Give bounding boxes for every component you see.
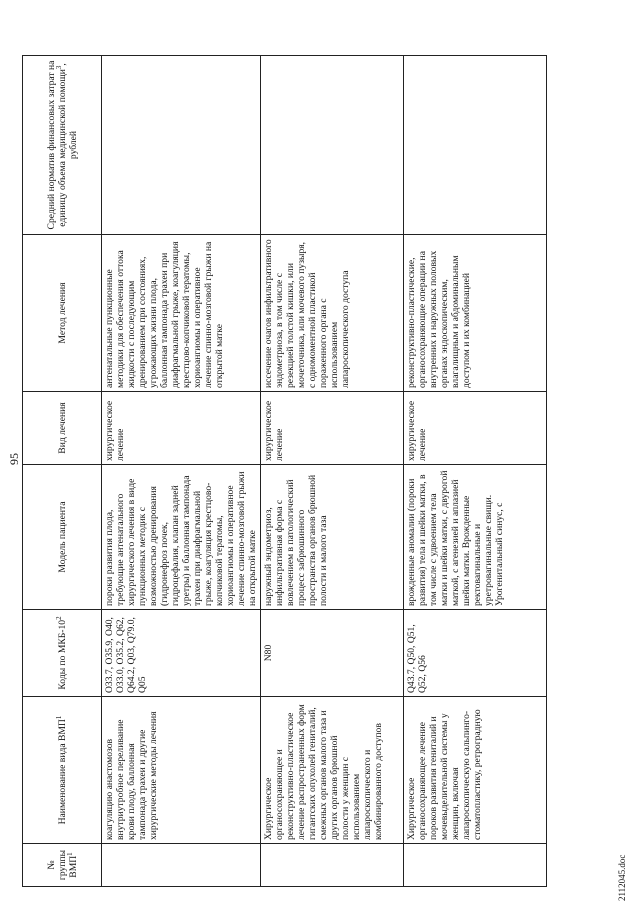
table-row bbox=[261, 56, 404, 887]
cell-method: антенатальные пункционные методики для обеспечения оттока жидкости с последующим дренированием при состояниях, угрожающих жизни плода, баллонная тампонада трахеи при диафрагмальной грыже, коагуляция крестцово-копчиковой тератомы, хориоангиомы и оперативное лечение спинно-мозговой грыжи на открытой матке bbox=[102, 235, 261, 392]
cell-model: наружный эндометриоз, инфильтративная форма с вовлечением в патологический процесс забрюшинного пространства органов брюшной полости и малого таза bbox=[261, 465, 404, 610]
cell-type: хирургическое лечение bbox=[102, 392, 261, 465]
header-model: Модель пациента bbox=[23, 465, 102, 610]
cell-model: врожденные аномалии (пороки развития) тела и шейки матки, в том числе с удвоением тела матки и шейки матки, с двурогой маткой, с агенезией и аплазией шейки матки. Врожденные ректовагинальные и уретровагинальные свищи. Урогенитальный синус, с bbox=[404, 465, 547, 610]
cell-type: хирургическое лечение bbox=[261, 392, 404, 465]
cell-type: хирургическое лечение bbox=[404, 392, 547, 465]
cell-cost bbox=[404, 56, 547, 235]
table-row bbox=[404, 56, 547, 887]
cell-model: пороки развития плода, требующие антенатального хирургического лечения в виде пункционных методик с возможностью дренирования (гидронефроз почек, гидроцефалия, клапан задней уретры) и баллонная тампонада трахеи при диафрагмальной грыже, коагуляция крестцово-копчиковой тератомы, хориоангиомы и оперативное лечение спинно-мозговой грыжи на открытой матке bbox=[102, 465, 261, 610]
header-method: Метод лечения bbox=[23, 235, 102, 392]
cell-cost bbox=[261, 56, 404, 235]
vmp-table bbox=[22, 55, 547, 887]
header-codes: Коды по МКБ-$10^2$ bbox=[23, 610, 102, 697]
cell-name: Хирургическое органосохраняющее лечение пороков развития гениталий и мочевыделительной системы у женщин, включая лапароскопическую сальпинго-стоматопластику, ретроградную bbox=[404, 697, 547, 844]
header-type: Вид лечения bbox=[23, 392, 102, 465]
page-number: 95 bbox=[7, 453, 21, 465]
document-filename: 2112045.doc bbox=[617, 854, 627, 901]
cell-num bbox=[261, 844, 404, 887]
cell-codes: O33.7, O35.9, O40, O33.0, O35.2, Q62, Q64.2, Q03, Q79.0, Q05 bbox=[102, 610, 261, 697]
cell-codes: N80 bbox=[261, 610, 404, 697]
table-row bbox=[102, 56, 261, 887]
cell-num bbox=[404, 844, 547, 887]
header-name: Наименование вида ВМП$^1$ bbox=[23, 697, 102, 844]
cell-cost bbox=[102, 56, 261, 235]
cell-num bbox=[102, 844, 261, 887]
cell-method: иссечение очагов инфильтративного эндометриоза, в том числе с резекцией толстой кишки, или мочеточника, или мочевого пузыря, с одномоментной пластикой пораженного органа с использованием лапароскопического доступа bbox=[261, 235, 404, 392]
header-cost: Средний норматив финансовых затрат на единицу объема медицинской помощи$^3$, рублей bbox=[23, 56, 102, 235]
cell-method: реконструктивно-пластические, органосохраняющие операции на внутренних и наружных половых органах эндоскопическим, влагалищным и абдоминальным доступом и их комбинацией bbox=[404, 235, 547, 392]
cell-name: коагуляцию анастомозов внутриутробное переливание крови плоду, баллонная тампонада трахеи и другие хирургические методы лечения bbox=[102, 697, 261, 844]
cell-name: Хирургическое органосохраняющее и реконструктивно-пластическое лечение распространенных форм гигантских опухолей гениталий, смежных органов малого таза и других органов брюшной полости у женщин с использованием лапароскопического и комбинированного доступов bbox=[261, 697, 404, 844]
header-num: № группы ВМП$^1$ bbox=[23, 844, 102, 887]
header-row bbox=[23, 56, 102, 887]
cell-codes: Q43.7, Q50, Q51, Q52, Q56 bbox=[404, 610, 547, 697]
